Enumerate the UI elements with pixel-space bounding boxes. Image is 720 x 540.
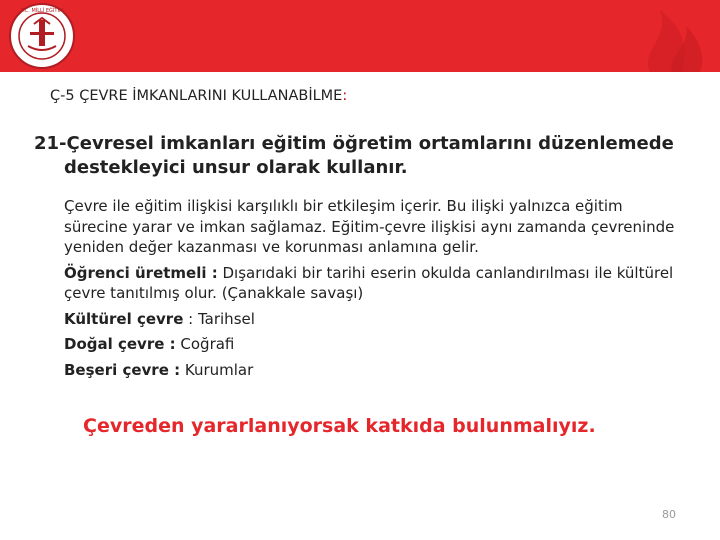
paragraph-environment-education: Çevre ile eğitim ilişkisi karşılıklı bir etkileşim içerir. Bu ilişki yalnızca eğitim sürecine yarar ve imkan sağlamaz. Eğitim-çevre ilişkisi aynı zamanda çevreninde yeniden değer kazanması ve korunması anlamına gelir. xyxy=(64,197,675,256)
ministry-logo xyxy=(8,2,76,70)
paragraph-student-produce xyxy=(64,263,684,304)
section-title xyxy=(50,88,347,104)
section-title-text: Ç-5 ÇEVRE İMKANLARINI KULLANABİLME xyxy=(50,88,343,104)
kulturel-text: : Tarihsel xyxy=(183,309,255,328)
ogrenci-text: Dışarıdaki bir tarihi eserin okulda canlandırılması ile kültürel çevre tanıtılmış olur. (Çanakkale savaşı) xyxy=(64,263,674,302)
dogal-text: Coğrafi xyxy=(175,335,235,353)
beseri-label: Beşeri çevre : xyxy=(64,360,181,379)
page-number: 80 xyxy=(662,508,676,521)
kulturel-label: Kültürel çevre xyxy=(64,309,184,328)
dogal-label: Doğal çevre : xyxy=(64,335,176,353)
header-band xyxy=(0,0,720,72)
paragraph-cultural-environment xyxy=(64,309,684,330)
body-text xyxy=(64,196,684,385)
paragraph-human-environment xyxy=(64,360,684,381)
heading-line-1: 21-Çevresel imkanları eğitim öğretim ortamlarını düzenlemede xyxy=(34,133,674,154)
paragraph-natural-environment xyxy=(64,334,684,355)
beseri-text: Kurumlar xyxy=(180,360,254,379)
heading-line-2: destekleyici unsur olarak kullanır. xyxy=(64,157,408,178)
section-title-colon: : xyxy=(342,88,348,104)
svg-text:T.C. MİLLİ EĞİTİM: T.C. MİLLİ EĞİTİM xyxy=(20,8,64,14)
ogrenci-label: Öğrenci üretmeli : xyxy=(64,263,218,282)
objective-heading xyxy=(34,132,694,180)
conclusion-statement: Çevreden yararlanıyorsak katkıda bulunmalıyız. xyxy=(83,415,596,437)
flame-watermark-icon xyxy=(620,0,720,72)
